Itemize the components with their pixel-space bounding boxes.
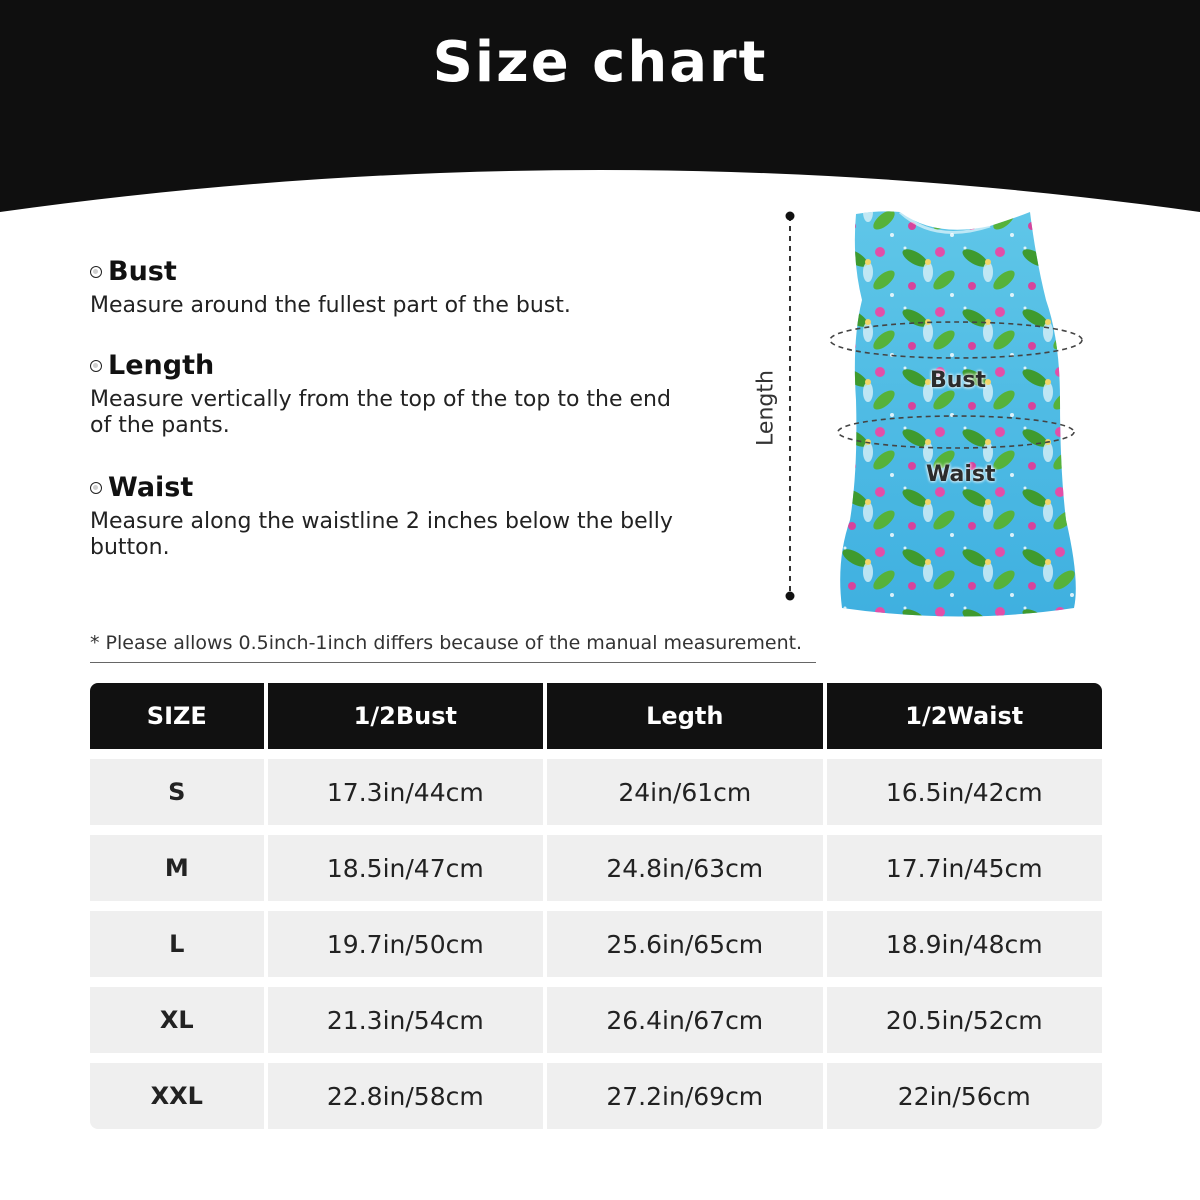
measure-bust bbox=[90, 256, 730, 319]
length-cell: 24in/61cm bbox=[547, 759, 822, 825]
bust-cell: 19.7in/50cm bbox=[268, 911, 543, 977]
size-table bbox=[86, 673, 1106, 1139]
column-header: Legth bbox=[547, 683, 822, 749]
size-cell: L bbox=[90, 911, 264, 977]
length-cell: 24.8in/63cm bbox=[547, 835, 822, 901]
measure-title: Waist bbox=[108, 472, 194, 503]
size-cell: M bbox=[90, 835, 264, 901]
waist-cell: 20.5in/52cm bbox=[827, 987, 1102, 1053]
waist-cell: 17.7in/45cm bbox=[827, 835, 1102, 901]
size-cell: XXL bbox=[90, 1063, 264, 1129]
size-cell: XL bbox=[90, 987, 264, 1053]
length-cell: 26.4in/67cm bbox=[547, 987, 822, 1053]
bust-cell: 22.8in/58cm bbox=[268, 1063, 543, 1129]
size-cell: S bbox=[90, 759, 264, 825]
measure-description: Measure along the waistline 2 inches below the belly button. bbox=[90, 509, 673, 560]
page-title: Size chart bbox=[432, 30, 768, 95]
measure-description: Measure vertically from the top of the top to the end of the pants. bbox=[90, 387, 671, 438]
measure-title: Bust bbox=[108, 256, 177, 287]
bust-cell: 18.5in/47cm bbox=[268, 835, 543, 901]
measure-length bbox=[90, 350, 690, 439]
bust-guide-label: Bust bbox=[930, 368, 987, 393]
bust-cell: 17.3in/44cm bbox=[268, 759, 543, 825]
table-header-row bbox=[90, 683, 1102, 749]
measure-description: Measure around the fullest part of the bust. bbox=[90, 293, 571, 318]
table-row bbox=[90, 911, 1102, 977]
waist-cell: 16.5in/42cm bbox=[827, 759, 1102, 825]
table-row bbox=[90, 835, 1102, 901]
column-header: 1/2Bust bbox=[268, 683, 543, 749]
tank-top-illustration bbox=[740, 200, 1100, 630]
circle-bullet-icon bbox=[90, 482, 102, 494]
waist-cell: 22in/56cm bbox=[827, 1063, 1102, 1129]
column-header: 1/2Waist bbox=[827, 683, 1102, 749]
waist-guide-label: Waist bbox=[926, 462, 996, 487]
table-row bbox=[90, 987, 1102, 1053]
length-cell: 27.2in/69cm bbox=[547, 1063, 822, 1129]
bust-cell: 21.3in/54cm bbox=[268, 987, 543, 1053]
measure-waist bbox=[90, 472, 710, 561]
measure-title: Length bbox=[108, 350, 215, 381]
table-row bbox=[90, 1063, 1102, 1129]
length-guide-label: Length bbox=[753, 370, 779, 446]
length-cell: 25.6in/65cm bbox=[547, 911, 822, 977]
tank-top-shape bbox=[840, 211, 1076, 616]
circle-bullet-icon bbox=[90, 266, 102, 278]
measurement-note: * Please allows 0.5inch-1inch differs because of the manual measurement. bbox=[90, 632, 816, 663]
circle-bullet-icon bbox=[90, 360, 102, 372]
waist-cell: 18.9in/48cm bbox=[827, 911, 1102, 977]
table-row bbox=[90, 759, 1102, 825]
column-header: SIZE bbox=[90, 683, 264, 749]
